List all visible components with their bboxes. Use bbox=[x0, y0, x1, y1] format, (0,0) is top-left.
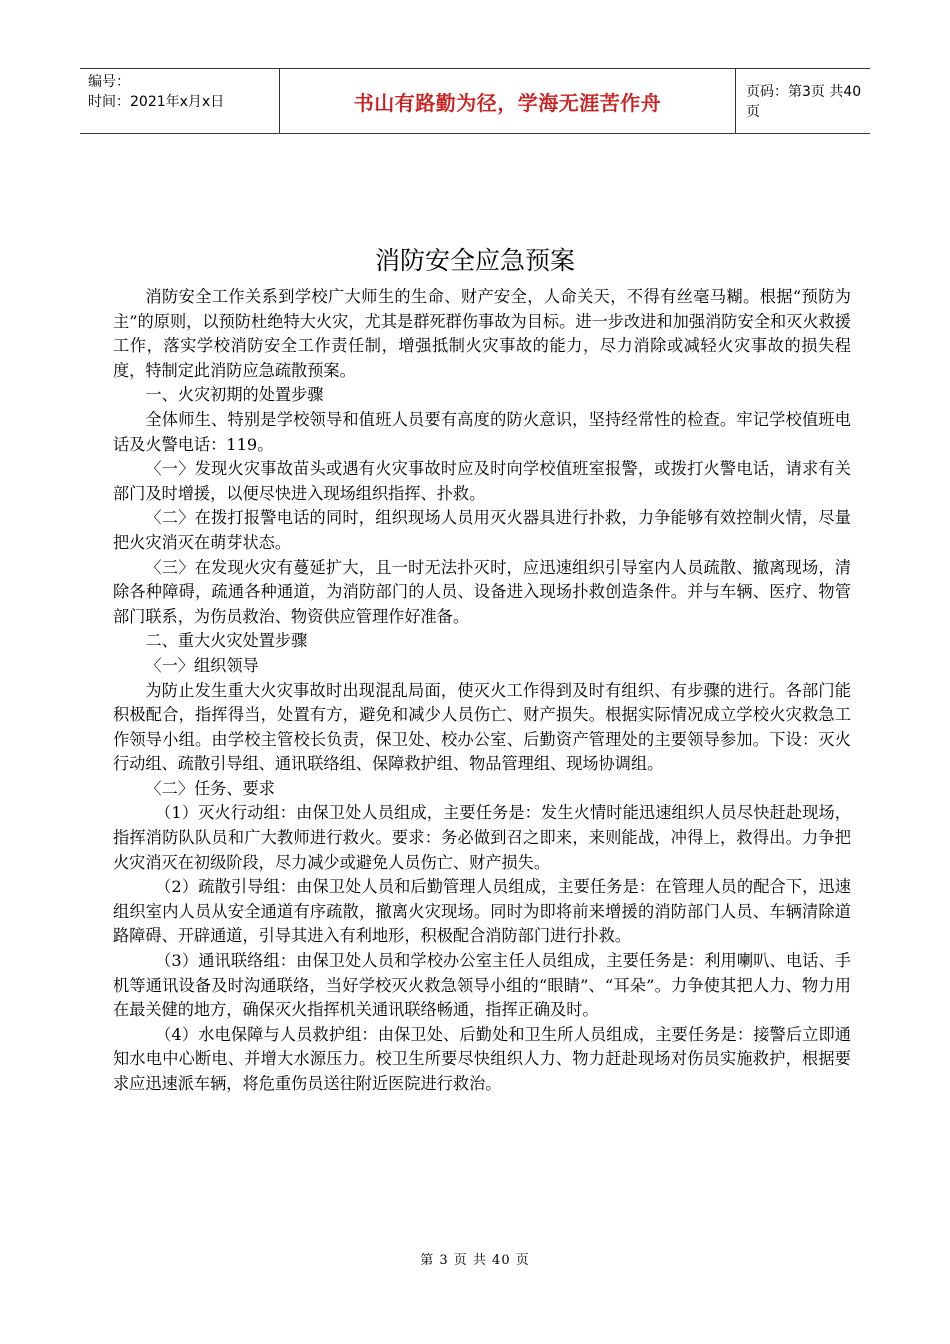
paragraph-item: （1）灭火行动组：由保卫处人员组成，主要任务是：发生火情时能迅速组织人员尽快赶赴现场，指挥消防队队员和广大教师进行救火。要求：务必做到召之即来，来则能战，冲得上，救得出。力争把火灾消灭在初级阶段，尽力减少或避免人员伤亡、财产损失。 bbox=[113, 803, 851, 872]
section-heading-1: 一、火灾初期的处置步骤 bbox=[145, 385, 324, 405]
header-motto: 书山有路勤为径，学海无涯苦作舟 bbox=[280, 69, 736, 133]
header-page-code: 页码：第3页 共40页 bbox=[746, 84, 862, 120]
header-meta bbox=[80, 69, 280, 133]
document-title: 消防安全应急预案 bbox=[374, 246, 575, 275]
section-heading-2: 二、重大火灾处置步骤 bbox=[145, 631, 308, 651]
subsection-heading: 〈一〉组织领导 bbox=[145, 655, 259, 675]
paragraph-item: （2）疏散引导组：由保卫处人员和后勤管理人员组成，主要任务是：在管理人员的配合下，迅速组织室内人员从安全通道有序疏散，撤离火灾现场。同时为即将前来增援的消防部门人员、车辆清除道路障碍、开辟通道，引导其进入有利地形，积极配合消防部门进行扑救。 bbox=[113, 877, 851, 946]
paragraph-item: （4）水电保障与人员救护组：由保卫处、后勤处和卫生所人员组成，主要任务是：接警后立即通知水电中心断电、并增大水源压力。校卫生所要尽快组织人力、物力赶赴现场对伤员实施救护，根据要求应迅速派车辆，将危重伤员送往附近医院进行救治。 bbox=[113, 1024, 851, 1093]
paragraph: 全体师生、特别是学校领导和值班人员要有高度的防火意识，坚持经常性的检查。牢记学校值班电话及火警电话：119。 bbox=[113, 409, 851, 454]
paragraph-item: （3）通讯联络组：由保卫处人员和学校办公室主任人员组成，主要任务是：利用喇叭、电话、手机等通讯设备及时沟通联络，当好学校灭火救急领导小组的“眼睛”、“耳朵”。力争使其把人力、物力用在最关健的地方，确保灭火指挥机关通讯联络畅通，指挥正确及时。 bbox=[113, 951, 851, 1020]
paragraph-item: 〈三〉在发现火灾有蔓延扩大，且一时无法扑灭时，应迅速组织引导室内人员疏散、撤离现场，清除各种障碍，疏通各种通道，为消防部门的人员、设备进入现场扑救创造条件。并与车辆、医疗、物管部门联系，为伤员救治、物资供应管理作好准备。 bbox=[113, 557, 851, 626]
paragraph-item: 〈二〉在拨打报警电话的同时，组织现场人员用灭火器具进行扑救，力争能够有效控制火情，尽量把火灾消灭在萌芽状态。 bbox=[113, 508, 851, 552]
document-date: 时间：2021年x月x日 bbox=[88, 94, 225, 110]
subsection-heading: 〈二〉任务、要求 bbox=[145, 778, 275, 798]
page-header bbox=[80, 68, 870, 134]
paragraph-intro: 消防安全工作关系到学校广大师生的生命、财产安全，人命关天，不得有丝毫马糊。根据“预防为主”的原则，以预防杜绝特大火灾，尤其是群死群伤事故为目标。进一步改进和加强消防安全和灭火救援工作，落实学校消防安全工作责任制，增强抵制火灾事故的能力，尽力消除或减轻火灾事故的损失程度，特制定此消防应急疏散预案。 bbox=[113, 287, 851, 380]
paragraph-item: 〈一〉发现火灾事故苗头或遇有火灾事故时应及时向学校值班室报警，或拨打火警电话，请求有关部门及时增援，以便尽快进入现场组织指挥、扑救。 bbox=[113, 459, 851, 503]
document-number-label: 编号： bbox=[88, 74, 130, 90]
document-body bbox=[113, 285, 851, 1097]
page-footer: 第 3 页 共 40 页 bbox=[420, 1253, 530, 1268]
paragraph: 为防止发生重大火灾事故时出现混乱局面，使灭火工作得到及时有组织、有步骤的进行。各部门能积极配合，指挥得当，处置有方，避免和减少人员伤亡、财产损失。根据实际情况成立学校火灾救急工作领导小组。由学校主管校长负责，保卫处、校办公室、后勤资产管理处的主要领导参加。下设：灭火行动组、疏散引导组、通讯联络组、保障救护组、物品管理组、现场协调组。 bbox=[113, 680, 851, 774]
